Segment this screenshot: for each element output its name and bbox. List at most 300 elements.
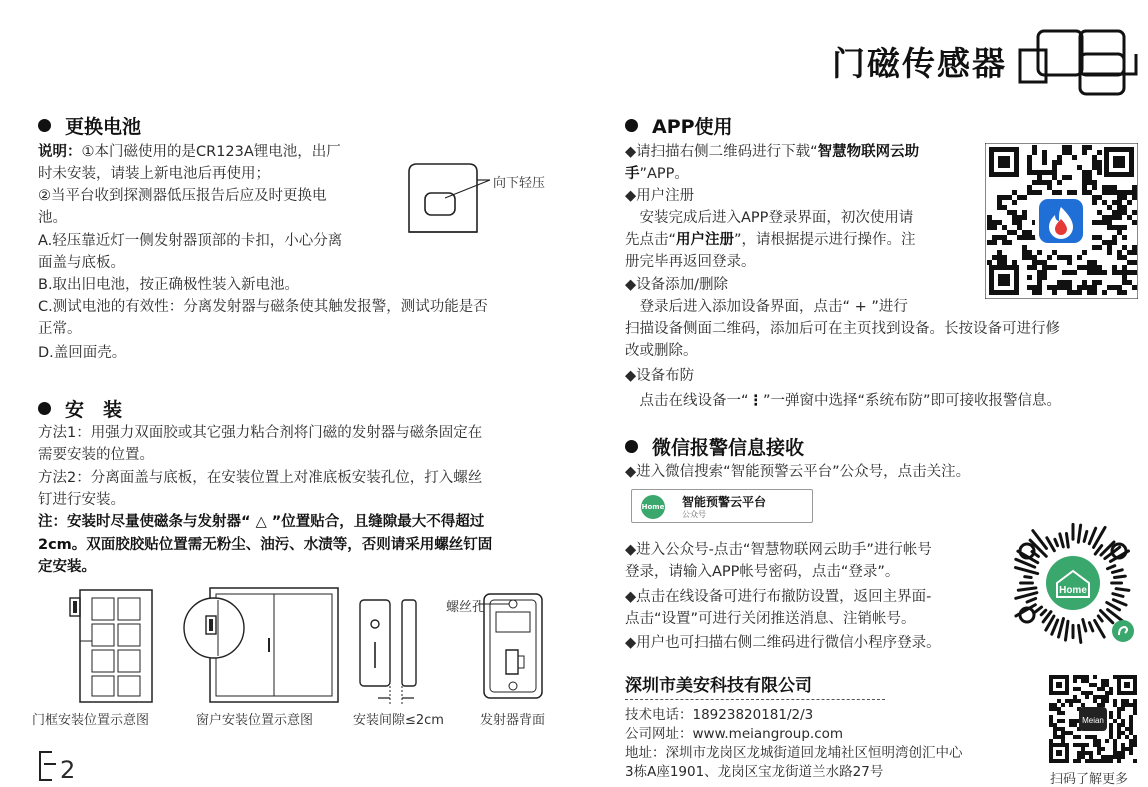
mini-code-ray: [1095, 620, 1105, 637]
app-arm-title: ◆设备布防: [625, 368, 695, 384]
qr-module: [1067, 190, 1072, 195]
qr-module: [1073, 759, 1077, 763]
qr-module: [1107, 225, 1112, 230]
qr-module: [1062, 255, 1067, 260]
qr-module: [1117, 707, 1121, 711]
wechat-line3b: 点击“设置”可进行关闭推送消息、注销帐号。: [625, 611, 916, 627]
qr-module: [1133, 759, 1137, 763]
qr-module: [1061, 735, 1065, 739]
battery-heading: 更换电池: [38, 112, 141, 139]
qr-module: [1077, 285, 1082, 290]
qr-module: [1061, 739, 1065, 743]
qr-module: [1117, 230, 1122, 235]
qr-module: [1053, 707, 1057, 711]
qr-module: [1027, 165, 1032, 170]
qr-module: [1081, 691, 1085, 695]
battery-note-line1: 说明：①本门磁使用的是CR123A锂电池，出厂: [38, 144, 341, 160]
qr-module: [1061, 719, 1065, 723]
qr-caption: 扫码了解更多: [1050, 772, 1129, 787]
qr-module: [1037, 180, 1042, 185]
qr-module: [1062, 270, 1067, 275]
qr-module: [1072, 155, 1077, 160]
qr-module: [1087, 190, 1092, 195]
qr-module: [1057, 735, 1061, 739]
qr-module: [1132, 270, 1137, 275]
qr-module: [1122, 205, 1127, 210]
qr-module: [1027, 265, 1032, 270]
qr-module: [1122, 210, 1127, 215]
qr-module: [1077, 165, 1082, 170]
qr-module: [997, 255, 1002, 260]
qr-module: [1057, 280, 1062, 285]
qr-module: [1097, 245, 1102, 250]
qr-module: [1122, 255, 1127, 260]
qr-module: [1129, 723, 1133, 727]
qr-module: [1113, 751, 1117, 755]
qr-module: [1117, 200, 1122, 205]
qr-module: [1102, 290, 1107, 295]
mini-code-ray: [1098, 616, 1102, 621]
qr-module: [1097, 265, 1102, 270]
door-frame-diagram: [60, 586, 160, 704]
qr-module: [1133, 735, 1137, 739]
qr-module: [997, 235, 1002, 240]
qr-module: [1097, 751, 1101, 755]
qr-module: [1107, 220, 1112, 225]
qr-module: [1027, 255, 1032, 260]
battery-step-a2: 面盖与底板。: [38, 255, 125, 271]
qr-module: [1102, 240, 1107, 245]
qr-module: [1129, 747, 1133, 751]
qr-module: [1077, 751, 1081, 755]
qr-module: [1081, 675, 1085, 679]
qr-module: [1097, 695, 1101, 699]
wechat-line3a: ◆点击在线设备可进行布撤防设置，返回主界面-: [625, 589, 932, 605]
qr-module: [1032, 170, 1037, 175]
qr-module: [1085, 695, 1089, 699]
qr-module: [1067, 290, 1072, 295]
qr-module: [1037, 280, 1042, 285]
qr-module: [1129, 743, 1133, 747]
qr-module: [1053, 731, 1057, 735]
qr-module: [1092, 285, 1097, 290]
qr-module: [1037, 285, 1042, 290]
qr-module: [1132, 245, 1137, 250]
install-heading: 安 装: [38, 395, 122, 422]
wechat-account-card: [631, 489, 813, 523]
mini-code-ray: [1113, 600, 1126, 605]
qr-module: [1027, 275, 1032, 280]
qr-module: [1069, 719, 1073, 723]
qr-module: [1097, 280, 1102, 285]
qr-module: [1122, 290, 1127, 295]
qr-module: [1082, 285, 1087, 290]
qr-module: [1057, 155, 1062, 160]
install-warning-line2: 2cm。双面胶胶贴位置需无粉尘、油污、水渍等，否则请采用螺丝钉固: [38, 537, 493, 553]
caption-window: 窗户安装位置示意图: [196, 713, 314, 728]
qr-module: [1121, 755, 1125, 759]
qr-module: [1127, 260, 1132, 265]
qr-module: [1042, 275, 1047, 280]
screw-hole-label: 螺丝孔: [446, 600, 486, 615]
qr-module: [1047, 170, 1052, 175]
qr-module: [1133, 711, 1137, 715]
qr-module: [1092, 180, 1097, 185]
qr-module: [1117, 215, 1122, 220]
qr-module: [1102, 215, 1107, 220]
wechat-account-name: 智能预警云平台: [682, 495, 767, 509]
qr-module: [1122, 245, 1127, 250]
qr-module: [1007, 210, 1012, 215]
qr-module: [1081, 747, 1085, 751]
qr-module: [1117, 270, 1122, 275]
qr-module: [992, 240, 997, 245]
qr-module: [1042, 170, 1047, 175]
qr-module: [1077, 755, 1081, 759]
qr-module: [1117, 711, 1121, 715]
qr-module: [1125, 747, 1129, 751]
qr-module: [1093, 683, 1097, 687]
qr-module: [1047, 285, 1052, 290]
qr-module: [1087, 180, 1092, 185]
qr-module: [1061, 703, 1065, 707]
qr-module: [1129, 703, 1133, 707]
install-warning-line1: 注：安装时尽量使磁条与发射器“ △ ”位置贴合，且缝隙最大不得超过: [38, 514, 485, 530]
qr-module: [1049, 715, 1053, 719]
qr-module: [1109, 691, 1113, 695]
qr-module: [1042, 155, 1047, 160]
qr-module: [1073, 735, 1077, 739]
qr-module: [1027, 185, 1032, 190]
qr-module: [1109, 711, 1113, 715]
qr-module: [1092, 280, 1097, 285]
qr-module: [1133, 739, 1137, 743]
qr-module: [1092, 235, 1097, 240]
qr-module: [1042, 270, 1047, 275]
qr-module: [1097, 150, 1102, 155]
qr-module: [1082, 185, 1087, 190]
mini-code-ray: [1025, 577, 1031, 578]
qr-module: [1072, 270, 1077, 275]
qr-module: [1129, 727, 1133, 731]
qr-module: [1132, 210, 1137, 215]
qr-module: [1082, 175, 1087, 180]
qr-module: [1027, 190, 1032, 195]
qr-module: [992, 235, 997, 240]
qr-module: [1082, 265, 1087, 270]
qr-module: [1092, 195, 1097, 200]
qr-module: [1117, 715, 1121, 719]
qr-module: [1107, 245, 1112, 250]
qr-module: [1127, 250, 1132, 255]
qr-module: [1061, 727, 1065, 731]
qr-module: [1122, 270, 1127, 275]
qr-module: [1121, 699, 1125, 703]
qr-module: [1097, 747, 1101, 751]
qr-module: [1112, 200, 1117, 205]
qr-module: [1102, 200, 1107, 205]
qr-module: [1125, 735, 1129, 739]
wechat-line2b: 登录，请输入APP帐号密码，点击“登录”。: [625, 564, 900, 580]
mini-code-ray: [1083, 620, 1086, 631]
qr-module: [1052, 165, 1057, 170]
app-add-line2: 扫描设备侧面二维码，添加后可在主页找到设备。长按设备可进行修: [625, 321, 1060, 337]
qr-module: [1037, 260, 1042, 265]
qr-module: [1089, 755, 1093, 759]
qr-module: [1082, 280, 1087, 285]
home-app-icon: Home: [641, 495, 665, 519]
qr-module: [1109, 731, 1113, 735]
qr-module: [1027, 250, 1032, 255]
install-warning-line3: 定安装。: [38, 559, 96, 575]
qr-module: [1101, 683, 1105, 687]
qr-module: [1092, 185, 1097, 190]
install-method1-line2: 需要安装的位置。: [38, 447, 154, 463]
qr-module: [1092, 270, 1097, 275]
qr-module: [1097, 220, 1102, 225]
qr-module: [1037, 190, 1042, 195]
qr-module: [997, 205, 1002, 210]
qr-module: [1093, 743, 1097, 747]
mini-code-ray: [1116, 589, 1129, 591]
qr-module: [1053, 727, 1057, 731]
qr-module: [1132, 220, 1137, 225]
qr-module: [1113, 719, 1117, 723]
mini-code-ray: [1034, 607, 1041, 613]
qr-module: [1037, 270, 1042, 275]
qr-module: [997, 260, 1002, 265]
bullet-dot: [38, 119, 51, 132]
page-number: 2: [60, 756, 76, 784]
qr-module: [1097, 687, 1101, 691]
qr-module: [1109, 735, 1113, 739]
qr-module: [1057, 255, 1062, 260]
app-register-line1: 安装完成后进入APP登录界面，初次使用请: [625, 210, 914, 226]
qr-module: [1089, 691, 1093, 695]
qr-module: [1069, 731, 1073, 735]
qr-module: [1122, 195, 1127, 200]
qr-module: [1132, 185, 1137, 190]
qr-module: [1049, 723, 1053, 727]
qr-module: [1049, 703, 1053, 707]
qr-module: [1017, 225, 1022, 230]
qr-module: [1073, 679, 1077, 683]
qr-module: [1062, 285, 1067, 290]
qr-module: [1092, 290, 1097, 295]
qr-module: [1089, 735, 1093, 739]
qr-module: [987, 240, 992, 245]
mini-code-ray: [1114, 576, 1125, 577]
qr-module: [1121, 723, 1125, 727]
qr-module: [1032, 150, 1037, 155]
qr-module: [1125, 727, 1129, 731]
company-name: 深圳市美安科技有限公司: [625, 676, 812, 696]
battery-step-c1: C.测试电池的有效性：分离发射器与磁条使其触发报警，测试功能是否: [38, 299, 488, 315]
mini-code-ray: [1107, 566, 1114, 569]
qr-module: [1052, 265, 1057, 270]
qr-module: [1092, 155, 1097, 160]
qr-module: [1102, 190, 1107, 195]
app-add-title: ◆设备添加/删除: [625, 277, 729, 293]
qr-module: [1133, 707, 1137, 711]
qr-module: [1107, 250, 1112, 255]
qr-module: [1037, 275, 1042, 280]
qr-module: [1082, 250, 1087, 255]
qr-module: [1093, 735, 1097, 739]
company-phone: 技术电话：18923820181/2/3: [625, 707, 814, 723]
qr-module: [1102, 185, 1107, 190]
qr-module: [1065, 699, 1069, 703]
qr-module: [1052, 290, 1057, 295]
qr-module: [1032, 255, 1037, 260]
qr-module: [1053, 735, 1057, 739]
qr-module: [987, 215, 992, 220]
qr-module: [1085, 743, 1089, 747]
qr-module: [1042, 150, 1047, 155]
qr-module: [1002, 240, 1007, 245]
qr-module: [1081, 743, 1085, 747]
qr-module: [1037, 170, 1042, 175]
qr-module: [1132, 190, 1137, 195]
qr-module: [1107, 185, 1112, 190]
qr-module: [1067, 255, 1072, 260]
qr-module: [1002, 260, 1007, 265]
qr-module: [1097, 160, 1102, 165]
bullet-dot: [625, 119, 638, 132]
qr-module: [1062, 145, 1067, 150]
qr-module: [1109, 687, 1113, 691]
qr-module: [1129, 731, 1133, 735]
qr-module: [1057, 699, 1061, 703]
mini-code-ray: [1089, 528, 1095, 544]
mini-program-logo-text: Home: [1059, 585, 1087, 596]
qr-module: [1081, 679, 1085, 683]
qr-module: [1027, 170, 1032, 175]
qr-module: [1113, 699, 1117, 703]
mini-code-ray: [1059, 619, 1064, 637]
qr-module: [1105, 759, 1109, 763]
qr-module: [1002, 195, 1007, 200]
qr-module: [1132, 260, 1137, 265]
qr-module: [1125, 699, 1129, 703]
qr-module: [1109, 727, 1113, 731]
qr-module: [1057, 727, 1061, 731]
qr-module: [1087, 260, 1092, 265]
qr-module: [1087, 270, 1092, 275]
mini-code-ray: [1041, 610, 1046, 615]
qr-module: [1002, 205, 1007, 210]
qr-module: [1037, 250, 1042, 255]
caption-back: 发射器背面: [480, 713, 546, 728]
qr-module: [1087, 285, 1092, 290]
qr-module: [1113, 703, 1117, 707]
qr-module: [1133, 699, 1137, 703]
qr-module: [1107, 205, 1112, 210]
qr-module: [1112, 240, 1117, 245]
qr-module: [1089, 751, 1093, 755]
qr-module: [1027, 230, 1032, 235]
qr-module: [1127, 190, 1132, 195]
qr-module: [1085, 759, 1089, 763]
wechat-line2a: ◆进入公众号-点击“智慧物联网云助手”进行帐号: [625, 542, 932, 558]
install-method1-line1: 方法1：用强力双面胶或其它强力粘合剂将门磁的发射器与磁条固定在: [38, 425, 483, 441]
caption-gap: 安装间隙≤2cm: [353, 713, 444, 728]
qr-module: [1121, 719, 1125, 723]
qr-module: [1022, 250, 1027, 255]
qr-module: [1117, 727, 1121, 731]
qr-module: [1092, 200, 1097, 205]
qr-module: [1112, 225, 1117, 230]
app-heading: APP使用: [625, 112, 733, 139]
qr-module: [1073, 743, 1077, 747]
qr-module: [1032, 290, 1037, 295]
qr-module: [1092, 245, 1097, 250]
app-register-title: ◆用户注册: [625, 188, 695, 204]
qr-module: [1117, 735, 1121, 739]
page-title: 门磁传感器: [832, 44, 1007, 83]
wechat-line1: ◆进入微信搜索“智能预警云平台”公众号，点击关注。: [625, 464, 971, 480]
qr-module: [1007, 230, 1012, 235]
qr-module: [1133, 703, 1137, 707]
qr-module: [1097, 170, 1102, 175]
qr-module: [1093, 739, 1097, 743]
qr-module: [1072, 190, 1077, 195]
qr-module: [1012, 200, 1017, 205]
qr-module: [1117, 190, 1122, 195]
qr-module: [1032, 145, 1037, 150]
mini-code-ray: [1084, 531, 1087, 541]
mini-code-ray: [1027, 598, 1036, 602]
app-line2: 手”APP。: [625, 166, 689, 182]
qr-module: [1022, 195, 1027, 200]
wechat-line4: ◆用户也可扫描右侧二维码进行微信小程序登录。: [625, 635, 941, 651]
mini-code-ray: [1066, 534, 1068, 548]
mini-code-ray: [1065, 621, 1067, 640]
qr-module: [1105, 691, 1109, 695]
qr-module: [1107, 190, 1112, 195]
qr-module: [1101, 759, 1105, 763]
qr-module: [1067, 175, 1072, 180]
qr-module: [1042, 260, 1047, 265]
qr-module: [1042, 160, 1047, 165]
qr-module: [1032, 190, 1037, 195]
qr-module: [1087, 170, 1092, 175]
qr-module: [1077, 743, 1081, 747]
qr-module: [1101, 699, 1105, 703]
qr-module: [1102, 270, 1107, 275]
qr-module: [1112, 285, 1117, 290]
qr-module: [1007, 240, 1012, 245]
mini-code-ray: [1112, 570, 1122, 573]
caption-door-frame: 门框安装位置示意图: [32, 713, 150, 728]
qr-module: [1022, 255, 1027, 260]
bullet-dot: [625, 440, 638, 453]
qr-module: [1117, 210, 1122, 215]
qr-module: [1105, 699, 1109, 703]
qr-module: [1072, 290, 1077, 295]
battery-step-c2: 正常。: [38, 321, 82, 337]
qr-module: [1122, 280, 1127, 285]
qr-module: [1117, 285, 1122, 290]
qr-module: [1085, 679, 1089, 683]
qr-module: [1121, 747, 1125, 751]
qr-module: [1073, 719, 1077, 723]
qr-module: [1101, 747, 1105, 751]
mini-code-ray: [1079, 625, 1081, 642]
qr-module: [1022, 235, 1027, 240]
qr-module: [1077, 265, 1082, 270]
qr-module: [1077, 255, 1082, 260]
